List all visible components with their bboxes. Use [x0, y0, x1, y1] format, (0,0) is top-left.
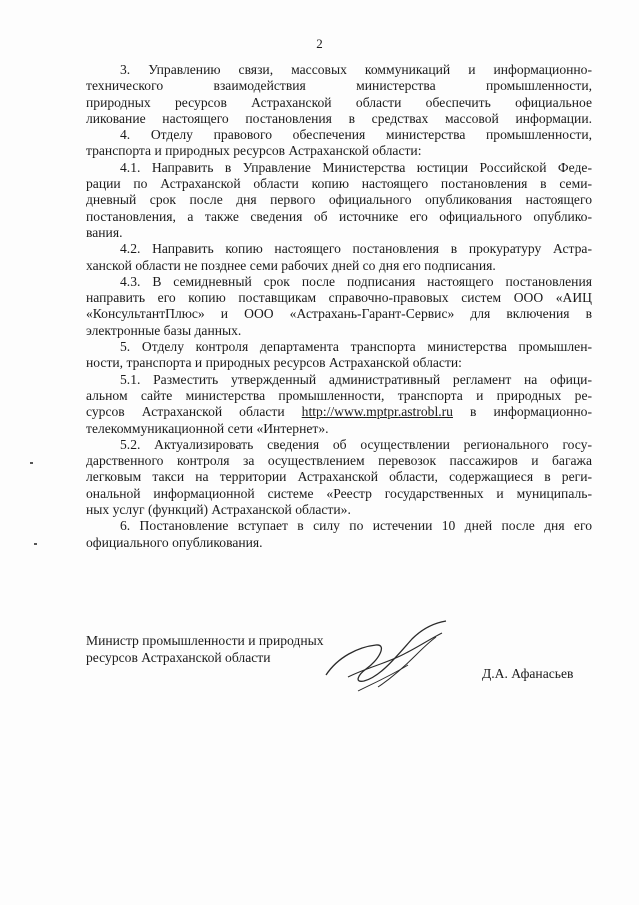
- document-line: 5. Отделу контроля департамента транспорта министерства промышлен-: [120, 339, 592, 355]
- document-body: [86, 62, 592, 551]
- document-line: ликование настоящего постановления в средствах массовой информации.: [86, 110, 592, 126]
- document-line: 4.3. В семидневный срок после подписания настоящего постановления: [120, 273, 592, 289]
- document-line: сурсов Астраханской области http://www.mptpr.astrobl.ru в информационно-: [86, 404, 592, 420]
- handwritten-signature: [318, 617, 458, 697]
- document-line: 4. Отделу правового обеспечения министерства промышленности,: [120, 127, 592, 143]
- document-line: 4.2. Направить копию настоящего постановления в прокуратуру Астра-: [120, 241, 592, 257]
- document-line: 4.1. Направить в Управление Министерства юстиции Российской Феде-: [120, 159, 592, 175]
- document-line: ональной информационной системе «Реестр государственных и муниципаль-: [86, 485, 592, 501]
- document-line: электронные базы данных.: [86, 322, 242, 338]
- document-line: «КонсультантПлюс» и ООО «Астрахань-Гарант-Сервис» для включения в: [86, 306, 592, 322]
- document-line: ности, транспорта и природных ресурсов Астраханской области:: [86, 355, 462, 371]
- document-line: ханской области не позднее семи рабочих дней со дня его подписания.: [86, 257, 496, 273]
- document-line: технического взаимодействия министерства промышленности,: [86, 78, 592, 94]
- document-line: официального опубликования.: [86, 534, 263, 550]
- signatory-position-line-1: Министр промышленности и природных: [86, 633, 324, 648]
- scan-mark: [30, 462, 33, 464]
- document-line: легковым такси на территории Астраханской области, содержащиеся в реги-: [86, 469, 592, 485]
- signatory-position-line-2: ресурсов Астраханской области: [86, 649, 271, 665]
- document-line: вания.: [86, 224, 123, 240]
- document-line: 6. Постановление вступает в силу по истечении 10 дней после дня его: [120, 518, 592, 534]
- document-line: ных услуг (функций) Астраханской области».: [86, 502, 351, 518]
- page-number: 2: [316, 36, 323, 51]
- signatory-name: Д.А. Афанасьев: [482, 666, 574, 681]
- document-line: 5.1. Разместить утвержденный административный регламент на офици-: [120, 371, 592, 387]
- document-line: дарственного контроля за осуществлением перевозок пассажиров и багажа: [86, 453, 592, 469]
- document-line: альном сайте министерства промышленности, транспорта и природных ре-: [86, 387, 592, 403]
- document-line: 3. Управлению связи, массовых коммуникаций и информационно-: [120, 62, 592, 77]
- document-line: рации по Астраханской области копию настоящего постановления в семи-: [86, 176, 592, 192]
- document-line: природных ресурсов Астраханской области обеспечить официальное: [86, 94, 592, 110]
- document-line: дневный срок после дня первого официального опубликования настоящего: [86, 192, 592, 208]
- document-line: 5.2. Актуализировать сведения об осуществлении регионального госу-: [120, 436, 592, 452]
- ministry-website-link[interactable]: http://www.mptpr.astrobl.ru: [301, 404, 453, 420]
- document-line: постановления, а также сведения об источнике его официального опублико-: [86, 208, 592, 224]
- scan-mark: [34, 543, 37, 545]
- signatory-position: [86, 633, 324, 666]
- document-line: телекоммуникационной сети «Интернет».: [86, 420, 329, 436]
- document-line: транспорта и природных ресурсов Астраханской области:: [86, 143, 422, 159]
- document-line: направить его копию поставщикам справочно-правовых систем ООО «АИЦ: [86, 290, 592, 306]
